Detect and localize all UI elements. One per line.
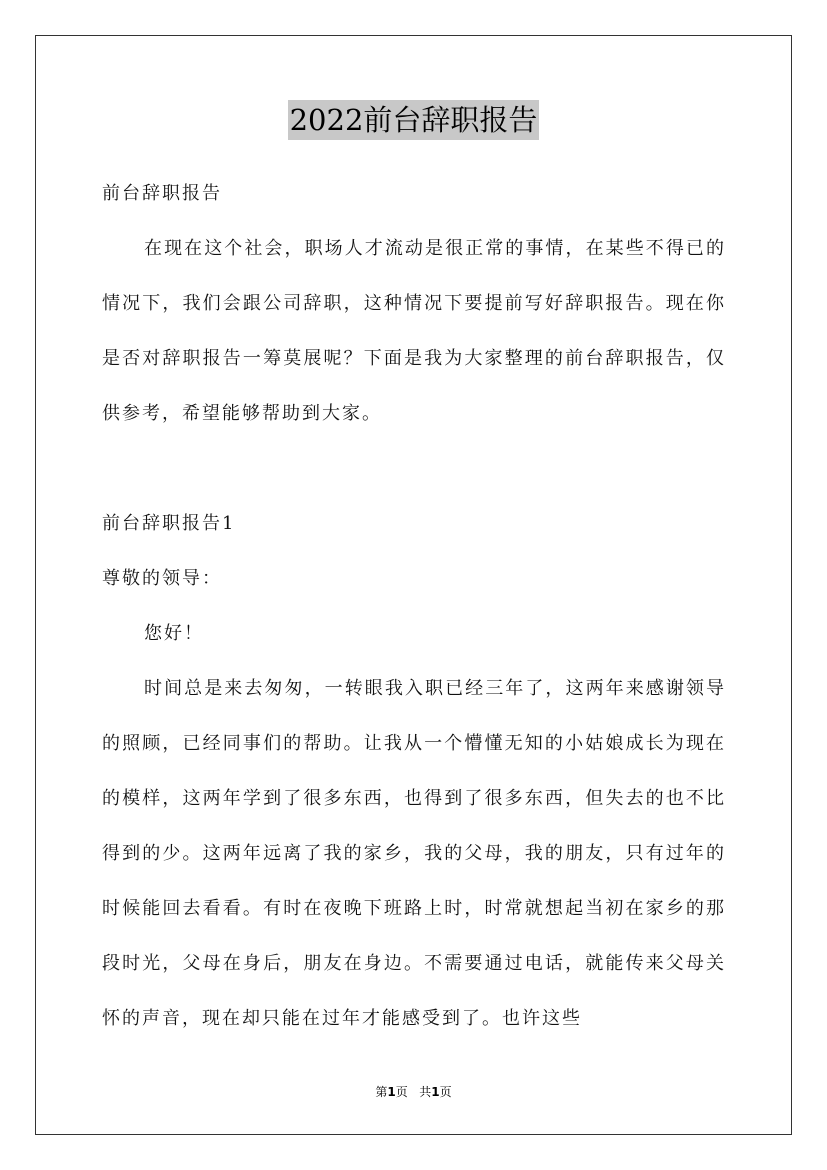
- blank-line: [102, 441, 726, 496]
- greeting: 您好！: [144, 623, 204, 644]
- page-prefix: 第: [375, 1085, 388, 1099]
- document-title-wrap: [0, 100, 827, 140]
- total-pages: 1: [431, 1085, 440, 1099]
- section-heading: 前台辞职报告: [102, 183, 222, 204]
- page-footer: [0, 1083, 827, 1100]
- letter-heading: 前台辞职报告1: [102, 513, 236, 534]
- page-number: 1: [387, 1085, 396, 1099]
- total-prefix: 共: [419, 1085, 432, 1099]
- document-body: [102, 166, 726, 1046]
- salutation: 尊敬的领导：: [102, 568, 222, 589]
- document-title: 2022前台辞职报告: [288, 100, 540, 140]
- total-suffix: 页: [439, 1085, 452, 1099]
- intro-paragraph: 在现在这个社会，职场人才流动是很正常的事情，在某些不得已的情况下，我们会跟公司辞职，这种情况下要提前写好辞职报告。现在你是否对辞职报告一筹莫展呢？下面是我为大家整理的前台辞职报告，仅供参考，希望能够帮助到大家。: [102, 238, 726, 424]
- body-paragraph: 时间总是来去匆匆，一转眼我入职已经三年了，这两年来感谢领导的照顾，已经同事们的帮助。让我从一个懵懂无知的小姑娘成长为现在的模样，这两年学到了很多东西，也得到了很多东西，但失去的也不比得到的少。这两年远离了我的家乡，我的父母，我的朋友，只有过年的时候能回去看看。有时在夜晚下班路上时，时常就想起当初在家乡的那段时光，父母在身后，朋友在身边。不需要通过电话，就能传来父母关怀的声音，现在却只能在过年才能感受到了。也许这些: [102, 678, 726, 1029]
- page-suffix: 页: [395, 1085, 408, 1099]
